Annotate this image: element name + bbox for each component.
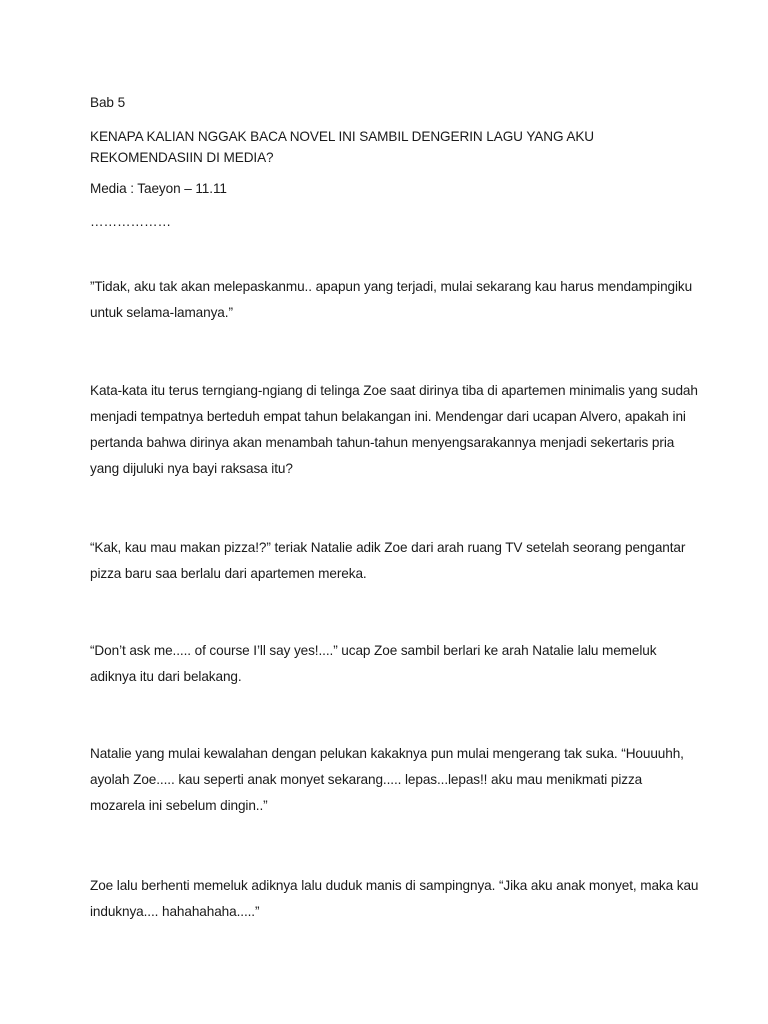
paragraph: Zoe lalu berhenti memeluk adiknya lalu duduk manis di sampingnya. “Jika aku anak monyet, maka kau induknya.... hahahahaha.....” [90,878,699,919]
paragraph: Natalie yang mulai kewalahan dengan pelukan kakaknya pun mulai mengerang tak suka. “Houuuhh, ayolah Zoe..... kau seperti anak monyet sekarang..... lepas...lepas!! aku mau menikmati pizza mozarela ini sebelum dingin..” [90,746,684,813]
paragraph: “Kak, kau mau makan pizza!?” teriak Natalie adik Zoe dari arah ruang TV setelah seorang pengantar pizza baru saa berlalu dari apartemen mereka. [90,540,686,581]
paragraph: “Don’t ask me..... of course I’ll say yes!....” ucap Zoe sambil berlari ke arah Natalie lalu memeluk adiknya itu dari belakang. [90,643,657,684]
paragraph: ”Tidak, aku tak akan melepaskanmu.. apapun yang terjadi, mulai sekarang kau harus mendampingiku untuk selama-lamanya.” [90,279,693,320]
separator-dots: ……………… [90,214,171,229]
media-line: Media : Taeyon – 11.11 [90,181,227,196]
intro-note: KENAPA KALIAN NGGAK BACA NOVEL INI SAMBIL DENGERIN LAGU YANG AKU REKOMENDASIIN DI MEDIA? [90,129,595,165]
paragraph: Kata-kata itu terus terngiang-ngiang di telinga Zoe saat dirinya tiba di apartemen minimalis yang sudah menjadi tempatnya berteduh empat tahun belakangan ini. Mendengar dari ucapan Alvero, apakah ini pertanda bahwa dirinya akan menambah tahun-tahun menyengsarakannya menjadi sekertaris pria yang dijuluki nya bayi raksasa itu? [90,383,698,476]
chapter-heading: Bab 5 [90,95,126,110]
